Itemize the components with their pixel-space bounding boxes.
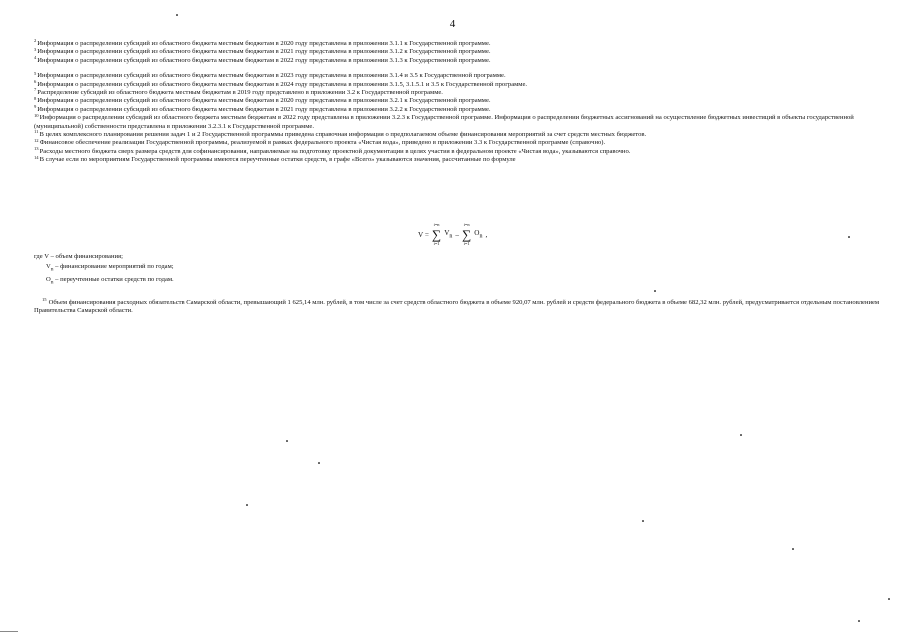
financing-formula <box>418 222 487 247</box>
footnote-4: $^4$Информация о распределении субсидий из областного бюджета местным бюджетам в 2022 году представлена в приложении 3.1.3 к Государственной программе. <box>34 55 491 64</box>
legend-line-2: $V_n$ – финансирование мероприятий по годам; <box>46 262 174 273</box>
scan-speck <box>740 434 742 436</box>
formula-term-2: $O_n$ <box>474 229 483 240</box>
footnote-11: $^{11}$В целях комплексного планирования решения задач 1 и 2 Государственной программы приведена справочная информация о предполагаемом объеме финансирования мероприятий за счет средств местных бюджетов. <box>34 129 647 139</box>
scan-edge-mark <box>0 631 18 632</box>
formula-lhs: V = <box>418 230 429 239</box>
footnote-2: $^2$Информация о распределении субсидий из областного бюджета местным бюджетам в 2020 году представлена в приложении 3.1.1 к Государственной программе. <box>34 38 491 47</box>
footnote-14: $^{14}$В случае если по мероприятиям Государственной программы имеются переучтенные остатки средств, в графе «Всего» указываются значения, рассчитанные по формуле <box>34 154 516 164</box>
scan-speck <box>888 598 890 600</box>
footnote-10: $^{10}$Информация о распределении субсидий из областного бюджета местным бюджетам в 2022 году представлена в приложении 3.2.3 к Государственной программе. Информация о распределении бюджетных ассигнований на осуществление бюджетных инвестиций в объекты государственной (муниципальной) собственности представлена в приложении 3.2.3.1 к Государственной программе. <box>34 112 854 130</box>
scan-speck <box>176 14 178 16</box>
legend-line-3: $O_n$ – переучтенные остатки средств по годам. <box>46 275 174 286</box>
footnote-6: $^6$Информация о распределении субсидий из областного бюджета местным бюджетам в 2024 году представлена в приложении 3.1.5, 3.1.5.1 и 3.5 к Государственной программе. <box>34 79 528 88</box>
scan-speck <box>642 520 644 522</box>
scan-speck <box>318 462 320 464</box>
footnote-9: $^9$Информация о распределении субсидий из областного бюджета местным бюджетам в 2021 году представлена в приложении 3.2.2 к Государственной программе. <box>34 104 491 113</box>
scan-speck <box>848 236 850 238</box>
footnote-12: $^{12}$Финансовое обеспечение реализации Государственной программы, реализуемой в рамках федерального проекта «Чистая вода», приведено в приложении 3.3 к Государственной программе (справочно). <box>34 137 606 147</box>
formula-term-1: $V_n$ <box>444 229 453 240</box>
footnotes-block <box>34 40 880 165</box>
sum-sign-2: i=n ∑ i=1 <box>462 222 472 246</box>
footnote-5: $^5$Информация о распределении субсидий из областного бюджета местным бюджетам в 2023 году представлена в приложении 3.1.4 и 3.5 к Государственной программе. <box>34 70 506 80</box>
formula-tail: , <box>485 230 488 239</box>
footnote-7: $^7$Распределение субсидий из областного бюджета местным бюджетам в 2019 году представлено в приложении 3.2 к Государственной программе. <box>34 87 443 97</box>
scan-speck <box>654 290 656 292</box>
footnote-13: $^{13}$Расходы местного бюджета сверх размера средств для софинансирования, направляемые на подготовку проектной документации в целях участия в федеральном проекте «Чистая вода», указываются справочно. <box>34 146 631 155</box>
formula-legend <box>34 252 174 288</box>
scan-speck <box>246 504 248 506</box>
footnote-15: $^{15}$ Объем финансирования расходных обязательств Самарской области, превышающий 1 625,14 млн. рублей, в том числе за счет средств областного бюджета в объеме 920,07 млн. рублей и средств федерального бюджета в объеме 682,32 млн. рублей, предусматривается отдельным постановлением Правительства Самарской области. <box>34 297 880 315</box>
page-number: 4 <box>449 18 456 30</box>
scan-speck <box>858 620 860 622</box>
formula-minus: – <box>455 230 459 239</box>
legend-line-1: где V – объем финансирования; <box>34 253 123 260</box>
footnote-8: $^8$Информация о распределении субсидий из областного бюджета местным бюджетам в 2020 году представлена в приложении 3.2.1 к Государственной программе. <box>34 95 491 105</box>
scan-speck <box>286 440 288 442</box>
footnote-3: $^3$Информация о распределении субсидий из областного бюджета местным бюджетам в 2021 году представлена в приложении 3.1.2 к Государственной программе. <box>34 46 491 56</box>
scan-speck <box>792 548 794 550</box>
sum-sign-1: i=n ∑ i=1 <box>431 222 442 246</box>
